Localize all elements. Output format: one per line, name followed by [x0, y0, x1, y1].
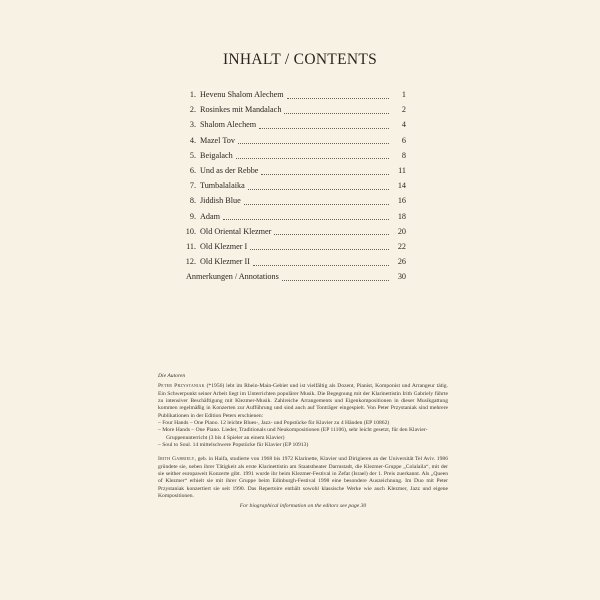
toc-entry: [176, 239, 406, 254]
dot-leader: [287, 89, 389, 99]
toc-number: 3.: [189, 120, 196, 130]
toc-page-number: 14: [397, 181, 406, 191]
toc-number: 11.: [186, 241, 196, 251]
toc-page-number: 22: [397, 241, 406, 251]
toc-number: 6.: [189, 165, 196, 175]
bio-paragraph-gabriely: [158, 456, 448, 500]
toc-title: Hevenu Shalom Alechem: [200, 90, 284, 99]
dot-leader: [223, 210, 389, 220]
toc-page-number: 1: [401, 90, 406, 99]
toc-page-number: 11: [398, 165, 406, 175]
dot-leader: [284, 104, 389, 114]
toc-title: Anmerkungen / Annotations: [186, 272, 279, 282]
list-item: – More Hands – One Piano. Lieder, Traditionals und Neukompositionen (EP 11106), sehr leicht gesetzt, für den Klavier-Gruppenunterricht (3 bis 4 Spieler an einem Klavier): [158, 427, 428, 441]
toc-title: Rosinkes mit Mandalach: [200, 105, 282, 115]
bio-paragraph-przystaniak: [158, 383, 448, 420]
bio-heading: Die Autoren: [158, 373, 186, 379]
toc-page-number: 2: [401, 105, 406, 115]
toc-number: 5.: [189, 150, 196, 160]
toc-title: Und as der Rebbe: [200, 165, 259, 175]
dot-leader: [274, 225, 389, 235]
toc-entry: [176, 178, 406, 193]
list-item: – Four Hands – One Piano. 12 leichte Blues-, Jazz- und Popstücke für Klavier zu 4 Händen (EP 10862): [158, 420, 390, 427]
toc-entry: [176, 193, 406, 208]
toc-page-number: 20: [397, 226, 406, 236]
dot-leader: [250, 240, 389, 250]
toc-entry-annotations: [176, 269, 406, 284]
toc-number: 9.: [189, 211, 196, 221]
author-name: Peter Przystaniak: [158, 383, 205, 390]
toc-title: Old Klezmer I: [200, 241, 248, 251]
dot-leader: [253, 256, 389, 266]
toc-page-number: 8: [401, 150, 406, 160]
toc-number: 2.: [189, 105, 196, 115]
toc-title: Jiddish Blue: [200, 196, 241, 206]
dot-leader: [238, 134, 389, 144]
dot-leader: [244, 195, 389, 205]
toc-page-number: 30: [397, 272, 406, 282]
toc-entry: [176, 102, 406, 117]
toc-entry: [176, 117, 406, 132]
toc-entry: [176, 133, 406, 148]
toc-number: 7.: [189, 181, 196, 191]
toc-title: Adam: [200, 211, 221, 221]
page-title: INHALT / CONTENTS: [222, 51, 378, 68]
toc-title: Old Oriental Klezmer: [200, 226, 272, 236]
toc-number: 12.: [185, 257, 196, 267]
dot-leader: [248, 180, 389, 190]
toc-page-number: 16: [397, 196, 406, 206]
toc-title: Mazel Tov: [200, 135, 235, 145]
publication-list: [158, 420, 448, 449]
toc-entry: [176, 148, 406, 163]
toc-page-number: 18: [397, 211, 406, 221]
toc-title: Beigalach: [200, 150, 233, 160]
dot-leader: [261, 165, 389, 175]
dot-leader: [259, 119, 389, 129]
toc-number: 1.: [189, 90, 196, 99]
bio-text: (*1956) lebt im Rhein-Main-Gebiet und ist vielfältig als Dozent, Pianist, Komponist und Arrangeur tätig. Ein Schwerpunkt seiner Arbeit liegt im Unterrichten populärer Musik. Die Begegnung mit der Klarinettistin Irith Gabriely führte zu intensiver Beschäftigung mit Klezmer-Musik. Zahlreiche Arrangements und Eigenkompositionen in dieser Musikgattung kommen regelmäßig in Konzerten zur Aufführung und sind auch auf Tonträger eingespielt. Von Peter Przystaniak sind mehrere Publikationen in der Edition Peters erschienen:: [158, 383, 448, 419]
dot-leader: [236, 149, 389, 159]
toc-page-number: 4: [401, 120, 406, 130]
dot-leader: [282, 271, 389, 281]
toc-number: 10.: [185, 226, 196, 236]
toc-page-number: 26: [397, 257, 406, 267]
toc-entry: [176, 163, 406, 178]
editors-note: For biographical information on the editors see page 30: [239, 502, 367, 509]
toc-number: 8.: [189, 196, 196, 206]
author-name: Irith Gabriely: [158, 456, 195, 463]
toc-entry: [176, 224, 406, 239]
toc-entry: [176, 254, 406, 269]
toc-title: Shalom Alechem: [200, 120, 257, 130]
toc-entry: [176, 87, 406, 102]
toc-title: Old Klezmer II: [200, 257, 251, 267]
toc-entry: [176, 209, 406, 224]
toc-page-number: 6: [401, 135, 406, 145]
author-biographies: [158, 373, 448, 510]
bio-text: , geb. in Haifa, studierte von 1968 bis 1972 Klarinette, Klavier und Dirigieren an der Universität Tel Aviv. 1986 gründete sie, neben ihrer Tätigkeit als erste Klarinettistin am Staatstheater Darmstadt, die Klezmer-Gruppe „Colalaila“, mit der sie seither europaweit Konzerte gibt. 1991 wurde ihr beim Klezmer-Festival in Zefat (Israel) der 1. Preis zuerkannt. Als „Queen of Klezmer“ erhielt sie mit ihrer Gruppe beim Edinburgh-Festival 1998 eine besondere Auszeichnung. Im Duo mit Peter Przystaniak konzertiert sie seit 1990. Das Repertoire enthält sowohl klassische Werke wie auch Klezmer, Jazz und eigene Kompositionen.: [158, 456, 448, 500]
list-item: – Soul to Soul. 14 mittelschwere Popstücke für Klavier (EP 10913): [158, 442, 309, 449]
toc-title: Tumbalalaika: [200, 181, 245, 191]
table-of-contents: [176, 87, 406, 284]
toc-number: 4.: [189, 135, 196, 145]
